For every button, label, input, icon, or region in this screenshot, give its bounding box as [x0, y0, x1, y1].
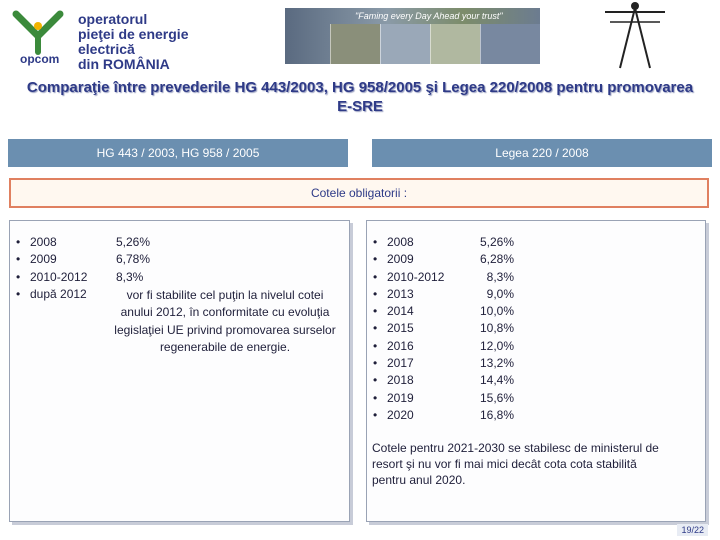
year-label: 2016: [387, 338, 414, 353]
list-item: [373, 303, 444, 320]
year-label: 2010-2012: [387, 269, 445, 284]
list-item: [16, 251, 87, 268]
quota-value: 6,78%: [116, 252, 151, 266]
page-number: 19/22: [677, 524, 708, 536]
year-label: 2019: [387, 390, 414, 405]
list-item: [373, 251, 444, 268]
logo-line-3: electrică: [78, 41, 135, 57]
right-quota-list: [373, 234, 444, 424]
year-label: 2008: [387, 235, 414, 249]
left-column-header: HG 443 / 2003, HG 958 / 2005: [8, 139, 348, 167]
quota-value: 5,26%: [479, 235, 514, 249]
quota-after-2012-text: vor fi stabilite cel puţin la nivelul cotei anului 2012, în conformitate cu evoluţia legislaţiei UE privind promovarea surselor regenerabile de energie.: [114, 288, 336, 354]
right-quota-values: [450, 234, 514, 424]
quota-value: 14,4%: [479, 373, 514, 388]
banner-slogan: "Faming every Day Ahead your trust": [355, 11, 503, 21]
quota-value: 15,6%: [479, 390, 514, 405]
list-item: [373, 407, 444, 424]
quota-value: 5,26%: [116, 235, 151, 249]
power-pylon-figure-icon: [600, 0, 670, 70]
year-label: 2020: [387, 407, 414, 422]
list-item: [373, 338, 444, 355]
logo-line-4: din ROMÂNIA: [78, 56, 170, 72]
logo-word: opcom: [20, 52, 60, 66]
mandatory-quotas-heading: Cotele obligatorii :: [9, 178, 709, 208]
list-item: [373, 234, 444, 251]
list-item: [16, 269, 87, 286]
list-item: [16, 234, 87, 251]
list-item: [373, 355, 444, 372]
quota-value: 10,8%: [479, 321, 514, 336]
page-title: Comparaţie între prevederile HG 443/2003, HG 958/2005 şi Legea 220/2008 pentru promovarea E-SRE: [26, 79, 694, 115]
list-item: [373, 269, 444, 286]
company-name: [78, 12, 188, 72]
banner-photo-1: [330, 24, 380, 64]
year-label: 2015: [387, 321, 414, 336]
banner-photo-4: [480, 24, 540, 64]
quota-value: 9,0%: [486, 286, 514, 301]
year-label: 2009: [30, 252, 57, 267]
quota-value: 12,0%: [479, 338, 514, 353]
year-label: 2014: [387, 304, 414, 319]
logo-line-1: operatorul: [78, 11, 148, 27]
quota-value: 8,3%: [486, 269, 514, 284]
quota-value: 8,3%: [116, 269, 144, 284]
list-item: [373, 372, 444, 389]
banner-photo-2: [380, 24, 430, 64]
banner-photo-3: [430, 24, 480, 64]
quota-value: 16,8%: [479, 407, 514, 422]
year-label: 2018: [387, 373, 414, 388]
year-label: 2013: [387, 286, 414, 301]
year-label: 2009: [387, 252, 414, 267]
quota-2021-2030-note: Cotele pentru 2021-2030 se stabilesc de ministerul de resort şi nu vor fi mai mici decât cota cota stabilită pentru anul 2020.: [372, 441, 659, 487]
quota-value: 6,28%: [479, 252, 514, 267]
list-item: [373, 286, 444, 303]
year-label: 2008: [30, 235, 57, 249]
year-label: după 2012: [30, 286, 87, 301]
logo-line-2: pieţei de energie: [78, 26, 189, 42]
quota-value: 10,0%: [479, 304, 514, 319]
left-quota-list: [16, 234, 87, 303]
list-item: [373, 390, 444, 407]
year-label: 2010-2012: [30, 269, 88, 284]
photo-banner: [285, 8, 540, 64]
list-item: [16, 286, 87, 303]
quota-value: 13,2%: [479, 356, 514, 371]
year-label: 2017: [387, 356, 414, 371]
list-item: [373, 320, 444, 337]
right-column-header: Legea 220 / 2008: [372, 139, 712, 167]
